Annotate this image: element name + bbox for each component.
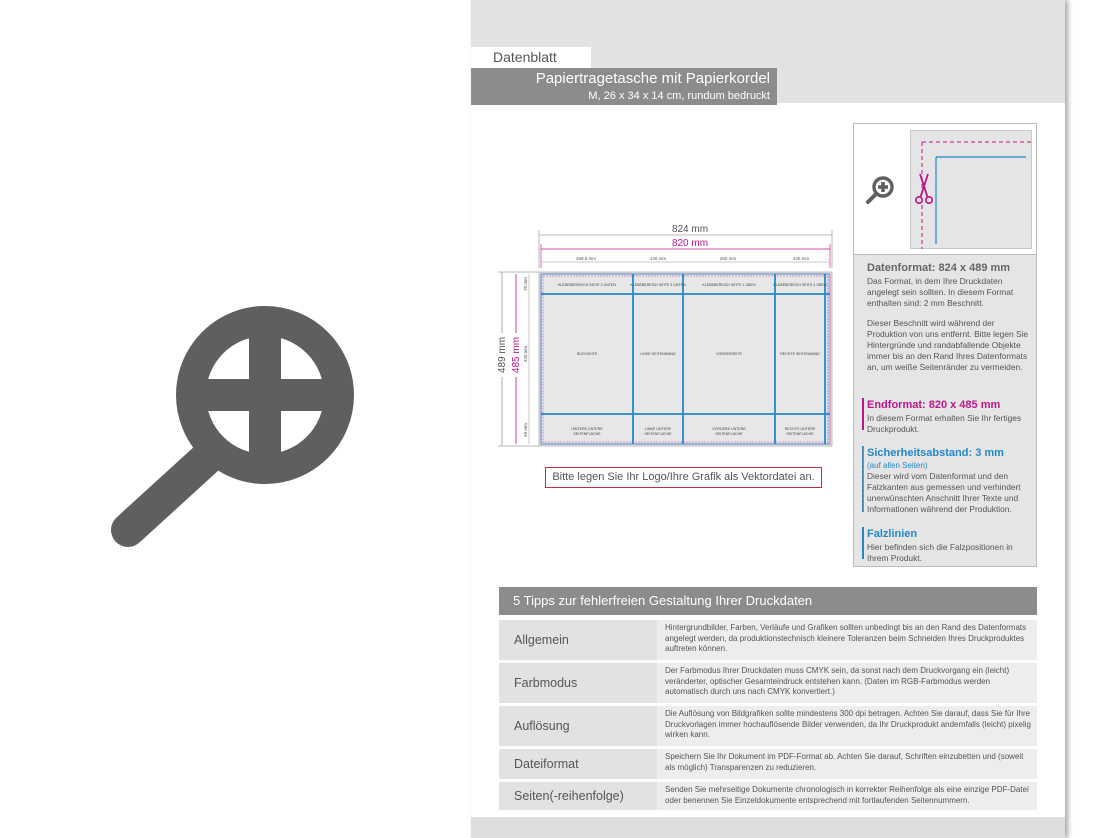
format-thumbnail <box>854 124 1036 255</box>
title-bar <box>471 68 777 105</box>
top-label-1: KLEBEBERREICH SEITE 2 UNTEN <box>558 283 616 287</box>
zoom-in-icon[interactable] <box>868 178 892 202</box>
height-inner-label: 485 mm <box>511 336 522 374</box>
col-width-2: 140 mm <box>649 256 667 261</box>
bag-layout <box>539 272 832 446</box>
bottom-label-4b: SEITENFLÄCHE <box>786 432 814 436</box>
tip-label: Dateiformat <box>499 749 657 779</box>
tips-heading: 5 Tipps zur fehlerfreien Gestaltung Ihrer Druckdaten <box>499 587 1037 615</box>
falz-block <box>867 527 1032 564</box>
page-title: Papiertragetasche mit Papierkordel <box>535 70 770 87</box>
bottom-label-1a: HINTERE UNTERE <box>571 427 603 431</box>
middle-label-3: VORDERSEITE <box>716 352 742 356</box>
sicherheit-block <box>867 446 1032 515</box>
page-subtitle: M, 26 x 34 x 14 cm, rundum bedruckt <box>588 90 770 102</box>
middle-label-1: RÜCKSEITE <box>576 352 598 356</box>
tip-text: Der Farbmodus Ihrer Druckdaten muss CMYK sein, da sonst nach dem Druckvorgang ein (leicht) veränderter, optischer Gesamteindruck entstehen kann. (Daten im RGB-Farbmodus werden automatisch durch uns nach CMYK konvertiert.) <box>665 666 1010 696</box>
tip-row <box>499 749 1037 779</box>
datenformat-text: Das Format, in dem Ihre Druckdaten angelegt sein sollten. In diesem Format enthalten sind: 2 mm Beschnitt. <box>867 276 1014 308</box>
bottom-label-2b: SEITENFLÄCHE <box>644 432 672 436</box>
top-label-2: KLEBEBEREICH SEITE 3 UNTEN <box>630 283 686 287</box>
tip-label: Auflösung <box>499 706 657 746</box>
tip-text: Hintergrundbilder, Farben, Verläufe und Grafiken sollten unbedingt bis an den Rand des Datenformats angelegt werden, da produktionstechnisch kleinere Toleranzen beim Schneiden Ihres Druckproduktes auftreten können. <box>665 623 1027 653</box>
tip-label: Farbmodus <box>499 663 657 703</box>
bottom-label-2a: LINKE UNTERE <box>644 427 672 431</box>
tip-text: Speichern Sie Ihr Dokument im PDF-Format ab. Achten Sie darauf, Schriften einzubetten und (soweit als möglich) Transparenzen zu reduzieren. <box>665 752 1024 772</box>
width-outer-label: 824 mm <box>671 224 709 235</box>
datenformat-title: Datenformat: 824 x 489 mm <box>867 262 1011 274</box>
col-width-5: ... <box>825 256 829 261</box>
col-width-1: 259,5 mm <box>575 256 597 261</box>
col-width-3: 260 mm <box>719 256 737 261</box>
middle-label-2: LINKE SEITENWAND <box>640 352 676 356</box>
bottom-label-3a: VORDERE UNTERE <box>712 427 746 431</box>
row-height-2: 340 mm <box>523 345 528 363</box>
tip-row <box>499 620 1037 660</box>
falz-marker <box>862 527 864 559</box>
sicherheit-sub: (auf allen Seiten) <box>867 461 928 470</box>
page-footer-band <box>471 817 1065 838</box>
endformat-text: In diesem Format erhalten Sie Ihr fertiges Druckprodukt. <box>867 413 1022 434</box>
width-inner-label: 820 mm <box>671 238 709 249</box>
bottom-label-4a: RECHTE UNTERE <box>784 427 816 431</box>
zoom-in-icon[interactable] <box>100 305 360 550</box>
falz-title: Falzlinien <box>867 528 918 540</box>
tip-text: Die Auflösung von Bildgrafiken sollte mindestens 300 dpi betragen. Achten Sie darauf, dass Sie für Ihre Druckvorlagen immer hochauflösende Bilder verwenden, da Ihr Druckprodukt andernfalls (leicht) pixelig wirken kann. <box>665 709 1031 739</box>
tip-row <box>499 706 1037 746</box>
sicherheit-title: Sicherheitsabstand: 3 mm <box>867 447 1004 459</box>
tip-row <box>499 663 1037 703</box>
bottom-label-3b: SEITENFLÄCHE <box>715 432 743 436</box>
vector-note: Bitte legen Sie Ihr Logo/Ihre Grafik als Vektordatei an. <box>545 467 822 488</box>
tip-label: Seiten(-reihenfolge) <box>499 782 657 810</box>
tip-label: Allgemein <box>499 620 657 660</box>
middle-label-4: RECHTE SEITENWAND <box>780 352 820 356</box>
datenformat-block <box>867 261 1032 373</box>
height-dimensions <box>496 272 539 446</box>
sicherheit-marker <box>862 446 864 512</box>
scissors-icon <box>916 174 932 203</box>
endformat-block <box>867 398 1032 435</box>
falz-text: Hier befinden sich die Falzpositionen in Ihrem Produkt. <box>867 542 1013 563</box>
bag-layout-drawing <box>496 218 851 458</box>
endformat-title: Endformat: 820 x 485 mm <box>867 399 1001 411</box>
endformat-marker <box>862 398 864 430</box>
beschnitt-text: Dieser Beschnitt wird während der Produktion von uns entfernt. Bitte legen Sie Hintergründe und randabfallende Objekte immer bis an den Rand Ihres Datenformats an, um weiße Seitenränder zu vermeiden. <box>867 318 1029 372</box>
col-width-4: 140 mm <box>792 256 810 261</box>
column-widths <box>541 256 830 262</box>
top-label-3: KLEBEBEREICH SEITE 1 OBEN <box>702 283 756 287</box>
thumbnail-graphics <box>854 124 1036 255</box>
row-height-3: 69 mm <box>523 423 528 437</box>
datasheet-tag: Datenblatt <box>471 47 591 68</box>
tip-text: Senden Sie mehrseitige Dokumente chronologisch in korrekter Reihenfolge als eine einzige PDF-Datei oder benennen Sie Einzeldokumente entsprechend mit fortlaufenden Seitennummern. <box>665 785 1029 805</box>
datasheet-page <box>471 0 1065 838</box>
bottom-label-1b: SEITENFLÄCHE <box>573 432 601 436</box>
sicherheit-text: Dieser wird vom Datenformat und den Falzkanten aus gemessen und verhindert unerwünschten Anschnitt Ihrer Texte und Informationen während der Produktion. <box>867 471 1021 514</box>
tip-row <box>499 782 1037 810</box>
top-label-4: KLEBEBEREICH SEITE 4 OBEN <box>773 283 827 287</box>
info-panel <box>853 123 1037 567</box>
row-height-1: 70 mm <box>523 277 528 291</box>
width-dimensions <box>539 223 832 268</box>
height-outer-label: 489 mm <box>497 336 508 374</box>
